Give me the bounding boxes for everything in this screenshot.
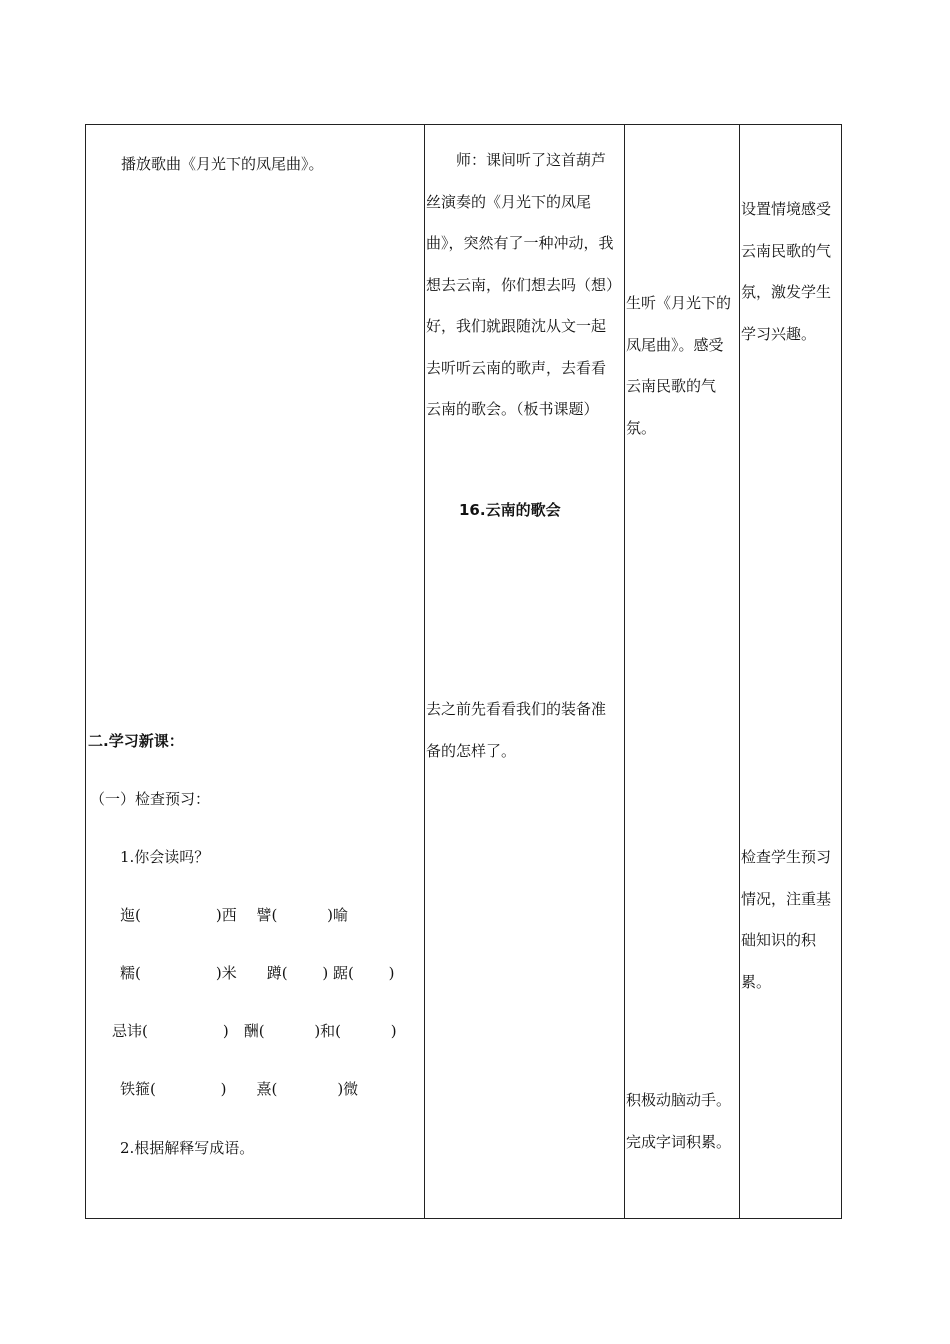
section-title: 二.学习新课： bbox=[88, 732, 184, 750]
play-song-text: 播放歌曲《月光下的凤尾曲》。 bbox=[121, 155, 324, 173]
sub-title: （一）检查预习： bbox=[90, 790, 211, 808]
teacher-intro-text: 师：课间听了这首葫芦丝演奏的《月光下的凤尾曲》，突然有了一种冲动，我想去云南，你们想去吗（想）好，我们就跟随沈从文一起去听听云南的歌声，去看看云南的歌会。（板书课题） bbox=[426, 151, 614, 418]
purpose-text-2: 检查学生预习情况，注重基础知识的积累。 bbox=[741, 848, 832, 991]
purpose-text-1: 设置情境感受云南民歌的气氛，激发学生学习兴趣。 bbox=[741, 200, 832, 343]
pinyin-row-4: 铁箍( ) 熹( )微 bbox=[120, 1080, 359, 1098]
pinyin-row-3: 忌讳( ) 酬( )和( ) bbox=[112, 1022, 397, 1040]
equipment-text: 去之前先看看我们的装备准备的怎样了。 bbox=[426, 700, 607, 760]
pinyin-row-1: 迤( )西 譬( )喻 bbox=[120, 906, 348, 924]
question-1: 1.你会读吗？ bbox=[120, 848, 210, 866]
column-divider-3 bbox=[739, 125, 740, 1218]
student-active-text: 积极动脑动手。完成字词积累。 bbox=[626, 1091, 732, 1151]
pinyin-row-2: 糯( )米 蹲( ) 踞( ) bbox=[120, 964, 395, 982]
column-divider-1 bbox=[424, 125, 425, 1218]
lesson-title: 16.云南的歌会 bbox=[459, 501, 561, 519]
question-2: 2.根据解释写成语。 bbox=[120, 1139, 255, 1157]
column-divider-2 bbox=[624, 125, 625, 1218]
lesson-plan-table bbox=[85, 124, 842, 1219]
student-listen-text: 生听《月光下的凤尾曲》。感受云南民歌的气氛。 bbox=[626, 294, 732, 437]
